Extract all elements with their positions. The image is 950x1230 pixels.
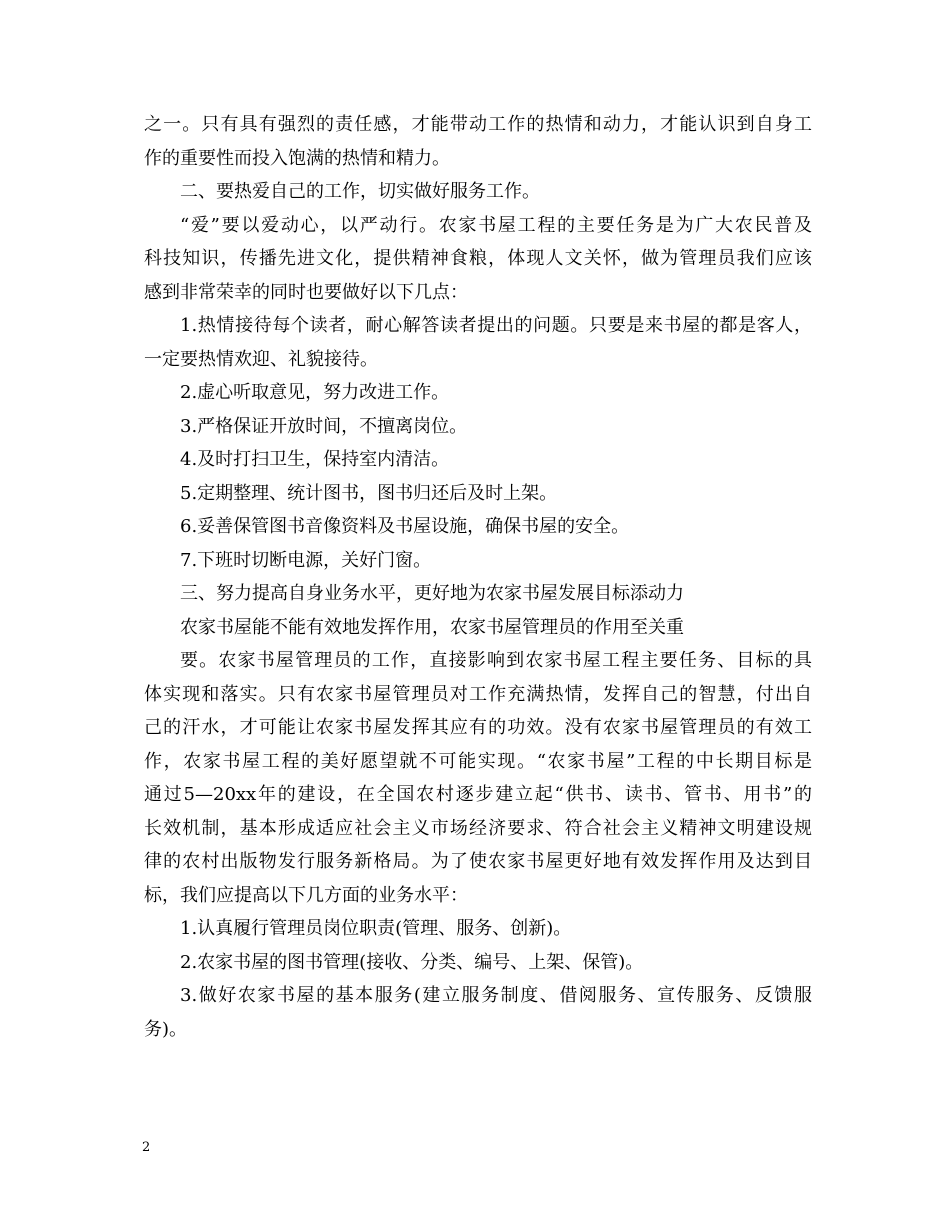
- list-item: 1.热情接待每个读者，耐心解答读者提出的问题。只要是来书屋的都是客人，: [180, 315, 812, 336]
- text-line: 作，农家书屋工程的美好愿望就不可能实现。“农家书屋”工程的中长期目标是: [144, 750, 812, 772]
- text-line: 通过5—20xx年的建设，在全国农村逐步建立起“供书、读书、管书、用书”的: [144, 784, 812, 805]
- list-item: 3.做好农家书屋的基本服务(建立服务制度、借阅服务、宣传服务、反馈服: [180, 985, 812, 1006]
- page-number: 2: [142, 1140, 151, 1155]
- document-body: [144, 108, 812, 1046]
- list-item: 1.认真履行管理员岗位职责(管理、服务、创新)。: [180, 918, 572, 939]
- text-line: 农家书屋能不能有效地发挥作用，农家书屋管理员的作用至关重: [180, 616, 684, 638]
- list-item: 3.严格保证开放时间，不擅离岗位。: [180, 415, 468, 437]
- list-item: 5.定期整理、统计图书，图书归还后及时上架。: [180, 482, 558, 504]
- text-line: 己的汗水，才可能让农家书屋发挥其应有的功效。没有农家书屋管理员的有效工: [144, 717, 812, 738]
- text-line: 一定要热情欢迎、礼貌接待。: [144, 348, 378, 370]
- text-line: 长效机制，基本形成适应社会主义市场经济要求、符合社会主义精神文明建设规: [144, 817, 812, 839]
- section-heading: 三、努力提高自身业务水平，更好地为农家书屋发展目标添动力: [180, 583, 684, 604]
- section-heading: 二、要热爱自己的工作，切实做好服务工作。: [180, 181, 540, 202]
- text-line: 作的重要性而投入饱满的热情和精力。: [144, 147, 450, 169]
- list-item: 6.妥善保管图书音像资料及书屋设施，确保书屋的安全。: [180, 516, 630, 537]
- text-line: 科技知识，传播先进文化，提供精神食粮，体现人文关怀，做为管理员我们应该: [144, 248, 812, 269]
- list-item: 2.农家书屋的图书管理(接收、分类、编号、上架、保管)。: [180, 951, 644, 973]
- text-line: 标，我们应提高以下几方面的业务水平：: [144, 884, 468, 906]
- list-item: 7.下班时切断电源，关好门窗。: [180, 549, 432, 571]
- list-item: 4.及时打扫卫生，保持室内清洁。: [180, 449, 450, 470]
- text-line: 要。农家书屋管理员的工作，直接影响到农家书屋工程主要任务、目标的具: [180, 650, 812, 671]
- text-line: 体实现和落实。只有农家书屋管理员对工作充满热情，发挥自己的智慧，付出自: [144, 683, 812, 705]
- text-line: 感到非常荣幸的同时也要做好以下几点：: [144, 281, 468, 303]
- text-line: “爱”要以爱动心，以严动行。农家书屋工程的主要任务是为广大农民普及: [180, 214, 812, 236]
- list-item: 2.虚心听取意见，努力改进工作。: [180, 382, 450, 403]
- text-line: 律的农村出版物发行服务新格局。为了使农家书屋更好地有效发挥作用及达到目: [144, 851, 812, 872]
- text-line: 之一。只有具有强烈的责任感，才能带动工作的热情和动力，才能认识到自身工: [144, 114, 812, 135]
- text-line: 务)。: [144, 1018, 188, 1040]
